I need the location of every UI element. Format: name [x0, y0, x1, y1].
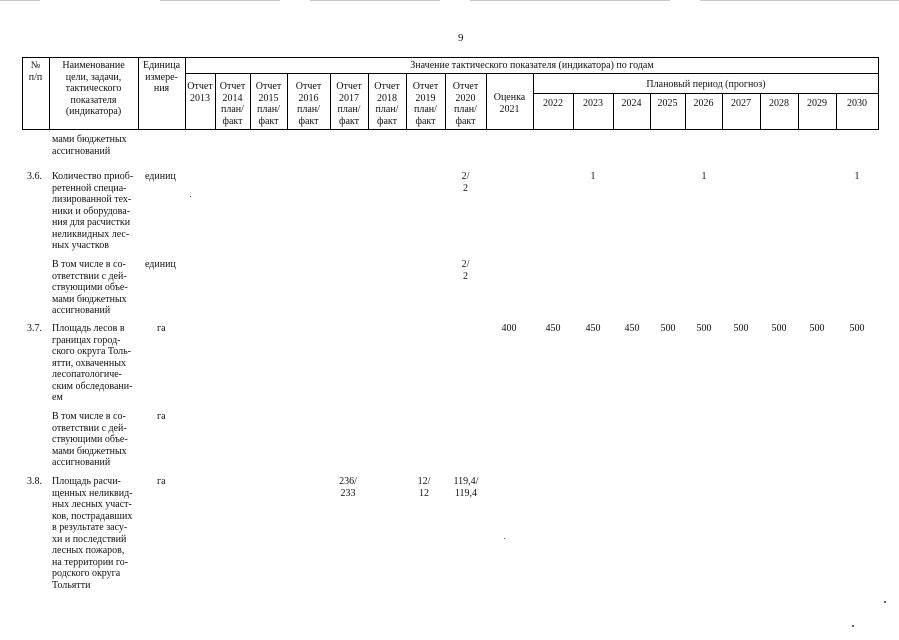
header-group-title: Значение тактического показателя (индикатора) по годам — [410, 60, 654, 71]
header-year-2020: Отчет 2020 план/ факт — [452, 81, 479, 127]
header-plan-2030: 2030 — [847, 98, 867, 109]
value-2023: 1 — [590, 171, 596, 182]
value-2023: 450 — [585, 323, 601, 334]
page-number: 9 — [458, 32, 464, 44]
scan-top-edge — [0, 0, 899, 4]
header-plan-2029: 2029 — [807, 98, 827, 109]
value-2026: 500 — [696, 323, 712, 334]
header-plan-title: Плановый период (прогноз) — [646, 79, 766, 90]
row-name: В том числе в со- ответствии с дей- ствующими объе- мами бюджетных ассигнований — [52, 411, 128, 468]
row-num: 3.7. — [27, 323, 42, 334]
header-num: № п/п — [28, 60, 43, 83]
value-2024: 450 — [624, 323, 640, 334]
value-2026: 1 — [701, 171, 707, 182]
header-year-2014: Отчет 2014 план/ факт — [219, 81, 246, 127]
header-plan-2026: 2026 — [693, 98, 714, 109]
header-plan-2024: 2024 — [621, 98, 642, 109]
value-2020: 119,4/ 119,4 — [453, 476, 479, 499]
scan-speck — [852, 625, 854, 627]
row-unit: га — [157, 323, 166, 334]
header-name: Наименование цели, задачи, тактического показателя (индикатора) — [62, 60, 125, 117]
value-2020: 2/ 2 — [461, 259, 470, 282]
value-2021: 400 — [501, 323, 517, 334]
scan-speck — [884, 601, 886, 603]
value-2025: 500 — [660, 323, 676, 334]
row-unit: га — [157, 411, 166, 422]
header-plan-2028: 2028 — [769, 98, 789, 109]
header-year-2015: Отчет 2015 план/ факт — [255, 81, 282, 127]
header-year-2021-estimate: Оценка 2021 — [493, 92, 526, 115]
value-2017: 236/ 233 — [339, 476, 357, 499]
row-num: 3.8. — [27, 476, 42, 487]
header-year-2017: Отчет 2017 план/ факт — [336, 81, 362, 127]
header-unit: Единица измере- ния — [142, 60, 181, 94]
row-unit: га — [157, 476, 166, 487]
row-name: Площадь расчи- щенных неликвид- ных лесных участ- ков, пострадавших в результате засу- хи и последствий лесных пожаров, на территории го- родского округа Тольятти — [52, 476, 133, 591]
row-unit: единиц — [145, 171, 176, 182]
row-num: 3.6. — [27, 171, 42, 182]
row-unit: единиц — [145, 259, 176, 270]
value-2020: 2/ 2 — [461, 171, 470, 194]
value-2019: 12/ 12 — [417, 476, 431, 499]
value-2030: 500 — [849, 323, 865, 334]
header-year-2016: Отчет 2016 план/ факт — [295, 81, 322, 127]
header-year-2019: Отчет 2019 план/ факт — [412, 81, 439, 127]
value-2028: 500 — [771, 323, 787, 334]
value-2022: 450 — [545, 323, 561, 334]
header-plan-2027: 2027 — [731, 98, 751, 109]
header-plan-2022: 2022 — [543, 98, 563, 109]
value-2027: 500 — [733, 323, 749, 334]
scan-speck — [190, 196, 191, 197]
value-2030: 1 — [854, 171, 860, 182]
row-name: Количество приоб- ретенной специа- лизированной тех- ники и оборудова- ния для расчистки неликвидных лес- ных участков — [52, 171, 134, 251]
header-year-2018: Отчет 2018 план/ факт — [374, 81, 400, 127]
header-plan-2025: 2025 — [657, 98, 678, 109]
row-name: В том числе в со- ответствии с дей- ствующими объе- мами бюджетных ассигнований — [52, 259, 128, 316]
header-plan-2023: 2023 — [583, 98, 603, 109]
row-name: мами бюджетных ассигнований — [52, 134, 127, 157]
header-year-2013: Отчет 2013 — [187, 81, 213, 104]
row-name: Площадь лесов в границах город- ского округа Толь- ятти, охваченных лесопатологиче- ским обследовани- ем — [52, 323, 133, 403]
scan-speck — [504, 538, 505, 539]
value-2029: 500 — [809, 323, 825, 334]
